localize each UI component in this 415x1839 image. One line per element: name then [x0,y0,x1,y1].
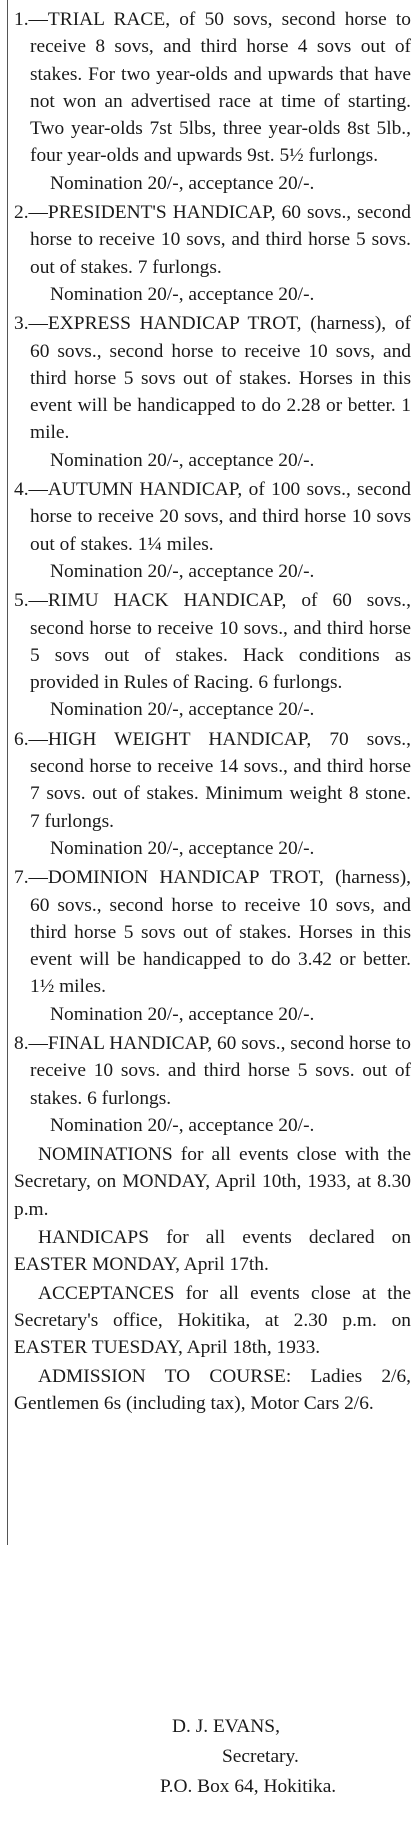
signature-block [0,1710,415,1804]
race-nomination: Nomination 20/-, acceptance 20/-. [50,449,315,471]
column-rule [7,0,8,1545]
race-description: 2.—PRESIDENT'S HANDICAP, 60 sovs., second horse to receive 10 sovs, and third horse 5 sovs. out of stakes. 7 furlongs. [14,202,411,278]
race-nomination: Nomination 20/-, acceptance 20/-. [50,837,315,859]
race-description: 8.—FINAL HANDICAP, 60 sovs., second horse to receive 10 sovs. and third horse 5 sovs. out of stakes. 6 furlongs. [14,1032,411,1109]
race-entry-2 [14,199,411,308]
admission-notice: ADMISSION TO COURSE: Ladies 2/6, Gentlemen 6s (including tax), Motor Cars 2/6. [14,1365,411,1414]
race-entry-3 [14,310,411,474]
race-entry-1 [14,6,411,197]
race-entry-4 [14,476,411,585]
race-nomination: Nomination 20/-, acceptance 20/-. [50,560,315,582]
handicaps-notice: HANDICAPS for all events declared on EASTER MONDAY, April 17th. [14,1227,411,1276]
race-nomination: Nomination 20/-, acceptance 20/-. [50,699,315,721]
race-nomination: Nomination 20/-, acceptance 20/-. [50,283,315,305]
race-entry-5 [14,587,411,723]
race-description: 7.—DOMINION HANDICAP TROT, (harness), 60 sovs., second horse to receive 10 sovs, and third horse 5 sovs out of stakes. Horses in this event will be handicapped to do 3.42 or better. 1½ miles. [14,867,411,998]
nominations-notice: NOMINATIONS for all events close with the Secretary, on MONDAY, April 10th, 1933, at 8.30 p.m. [14,1144,411,1220]
race-entry-7 [14,864,411,1028]
race-description: 4.—AUTUMN HANDICAP, of 100 sovs., second horse to receive 20 sovs, and third horse 10 sovs out of stakes. 1¼ miles. [14,479,411,555]
race-description: 5.—RIMU HACK HANDICAP, of 60 sovs., second horse to receive 10 sovs., and third horse 5 sovs out of stakes. Hack conditions as provided in Rules of Racing. 6 furlongs. [14,590,411,694]
race-entry-6 [14,726,411,862]
postal-address: P.O. Box 64, Hokitika. [160,1776,337,1797]
acceptances-notice: ACCEPTANCES for all events close at the Secretary's office, Hokitika, at 2.30 p.m. on EASTER TUESDAY, April 18th, 1933. [14,1282,411,1359]
race-entry-8 [14,1030,411,1139]
race-nomination: Nomination 20/-, acceptance 20/-. [50,1003,315,1025]
race-programme [14,6,411,1418]
general-notices [14,1141,411,1417]
race-description: 6.—HIGH WEIGHT HANDICAP, 70 sovs., second horse to receive 14 sovs., and third horse 7 sovs. out of stakes. Minimum weight 8 stone. 7 furlongs. [14,728,411,832]
race-nomination: Nomination 20/-, acceptance 20/-. [50,1114,315,1136]
race-description: 1.—TRIAL RACE, of 50 sovs, second horse to receive 8 sovs, and third horse 4 sovs out of stakes. For two year-olds and upwards that have not won an advertised race at time of starting. Two year-olds 7st 5lbs, three year-olds 8st 5lb., four year-olds and upwards 9st. 5½ furlongs. [14,9,411,167]
secretary-title: Secretary. [222,1746,299,1767]
secretary-name: D. J. EVANS, [172,1716,280,1737]
race-nomination: Nomination 20/-, acceptance 20/-. [50,172,315,194]
race-description: 3.—EXPRESS HANDICAP TROT, (harness), of 60 sovs., second horse to receive 10 sovs, and third horse 5 sovs out of stakes. Horses in this event will be handicapped to do 2.28 or better. 1 mile. [14,313,411,444]
